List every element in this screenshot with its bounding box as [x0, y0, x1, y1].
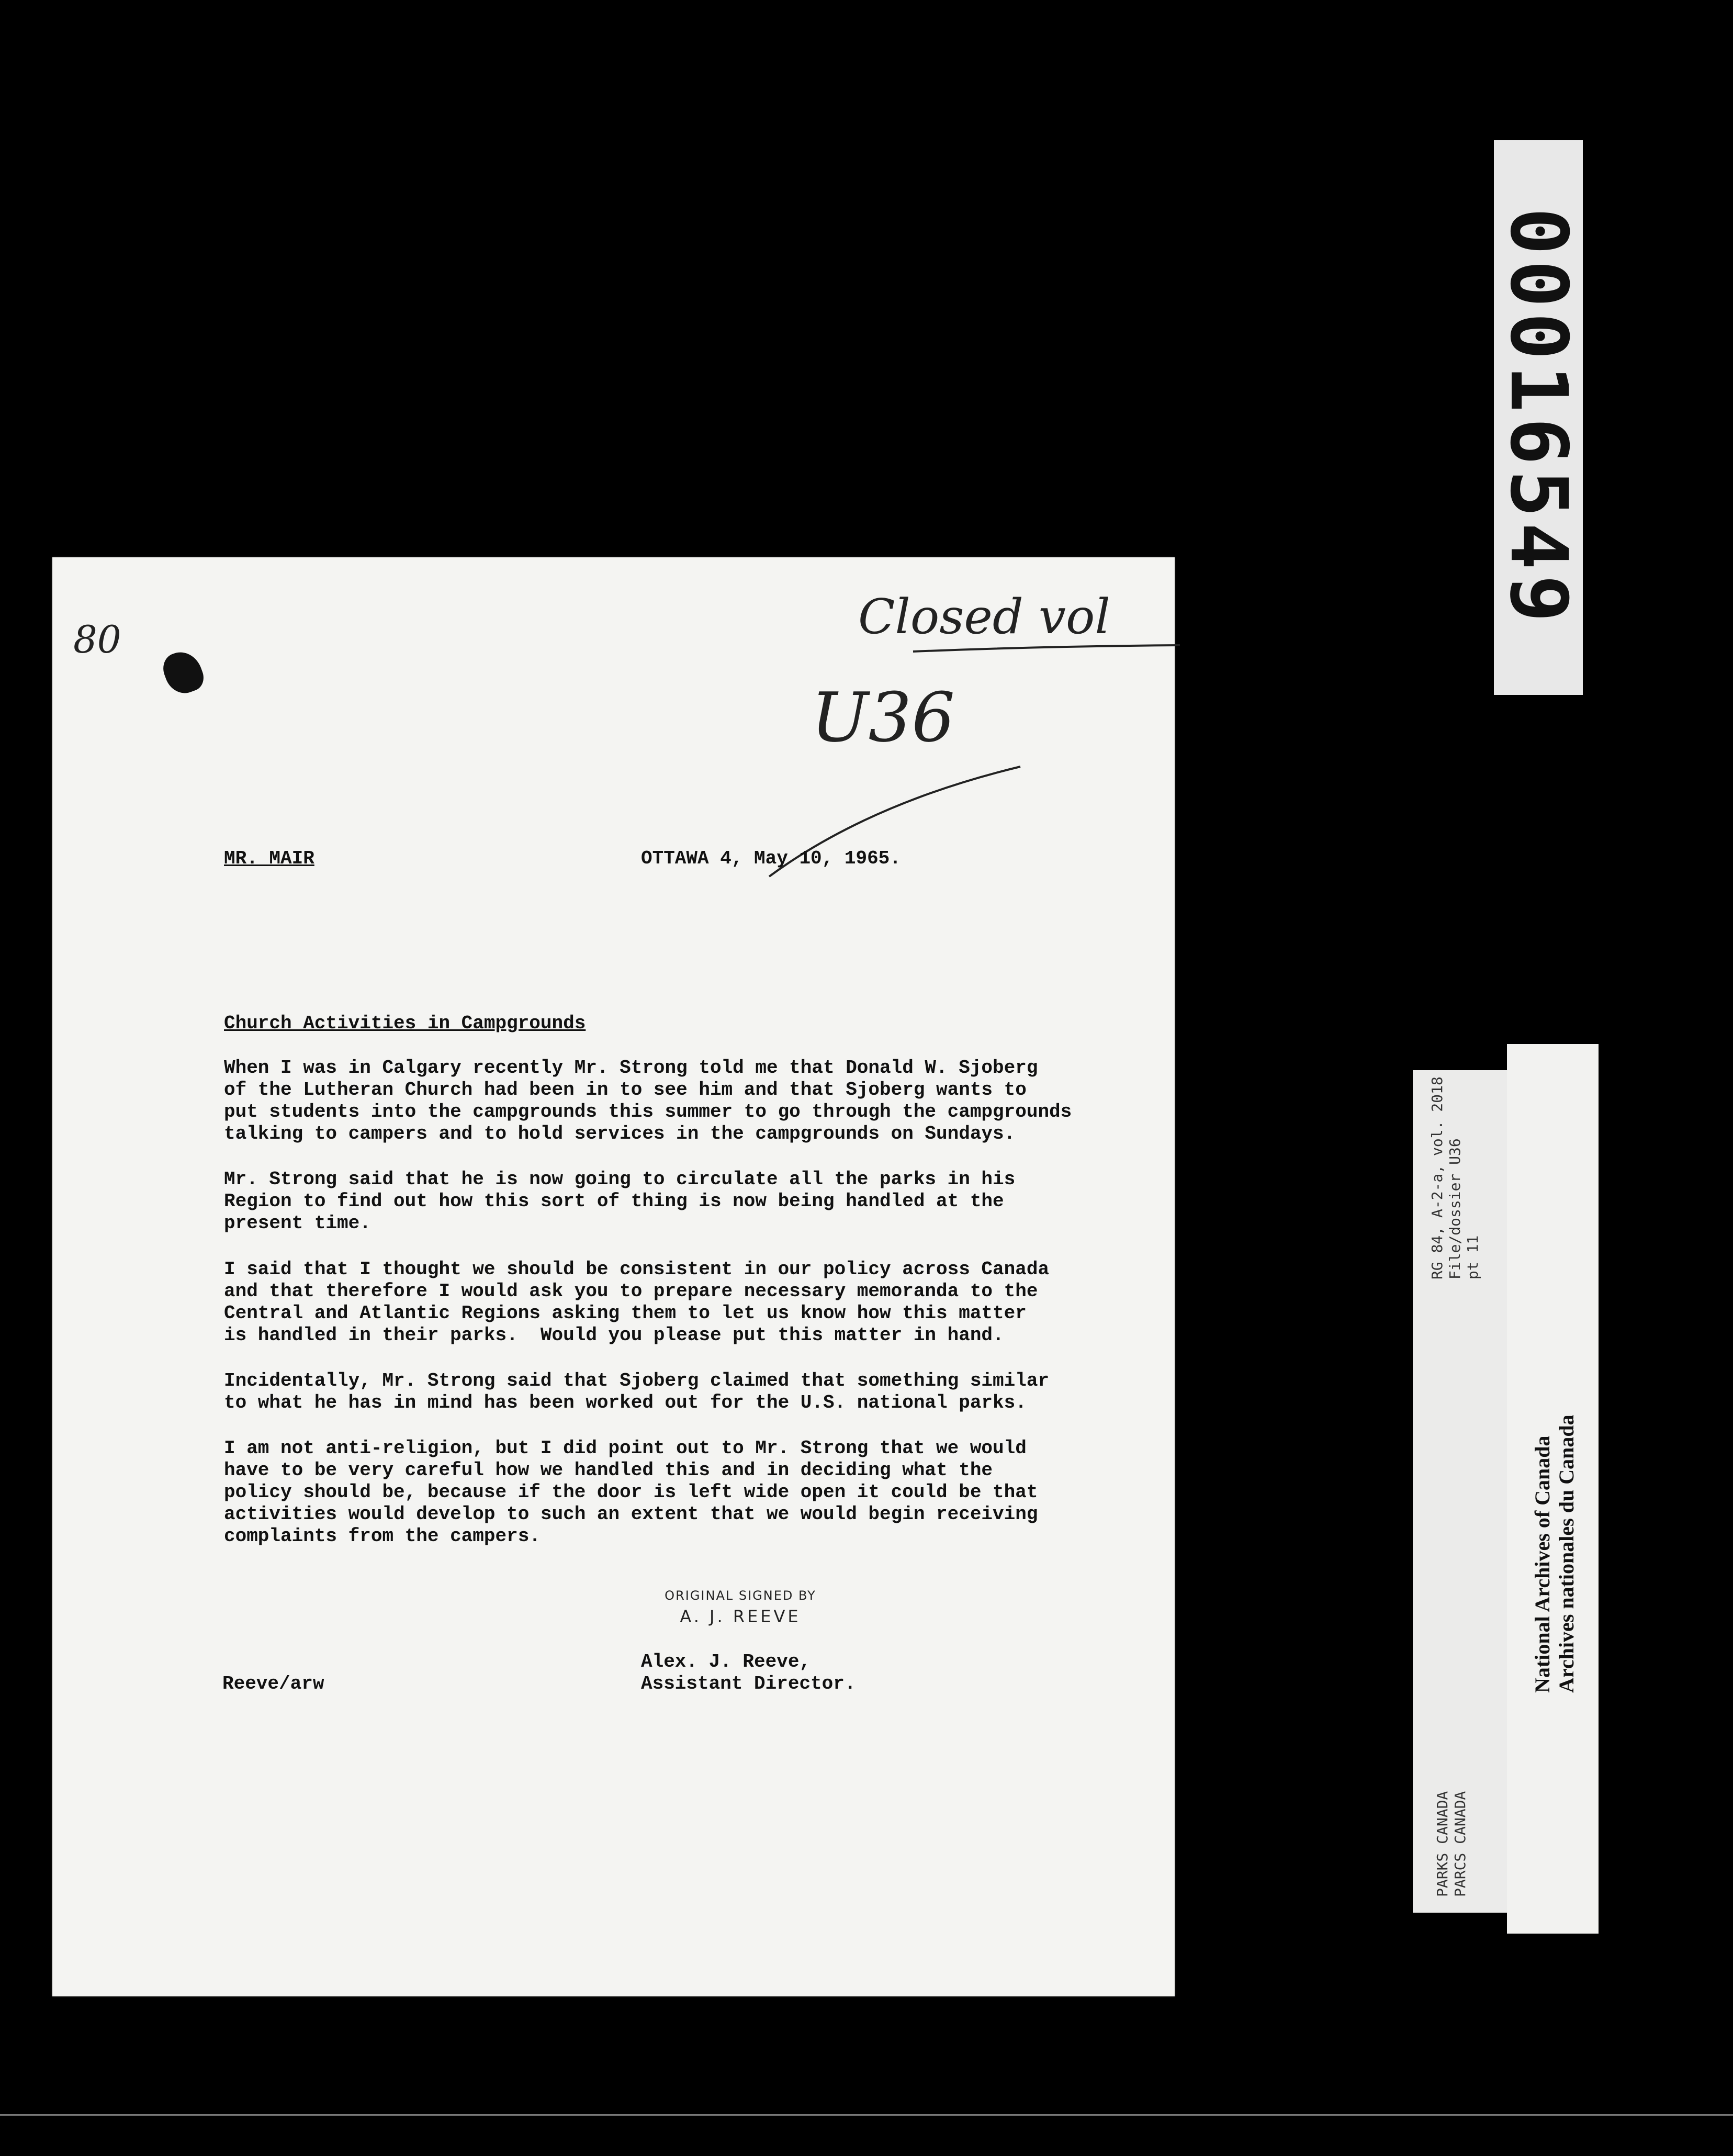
agency-name-text [1434, 1791, 1469, 1897]
signature-stamp-line1: ORIGINAL SIGNED BY [665, 1588, 816, 1603]
archive-reference-line1: RG 84, A-2-a, vol. 2018 [1428, 1076, 1446, 1279]
memo-recipient: MR. MAIR [224, 848, 314, 869]
frame-number-strip [1494, 140, 1583, 695]
film-edge-line [0, 2114, 1733, 2116]
signature-stamp-line2: A. J. REEVE [680, 1607, 801, 1626]
archive-reference-text [1428, 1076, 1482, 1279]
national-archives-label [1507, 1044, 1599, 1934]
agency-name-fr: PARCS CANADA [1451, 1791, 1469, 1897]
memo-paragraph-2: Mr. Strong said that he is now going to circulate all the parks in his Region to find out how this sort of thing is now being handled at the present time. [224, 1169, 1016, 1234]
memo-paragraph-3: I said that I thought we should be consistent in our policy across Canada and that therefore I would ask you to prepare necessary memoranda to the Central and Atlantic Regions asking them to let us know how this matter is handled in their parks. Would you please put this matter in hand. [224, 1259, 1050, 1346]
closed-vol-handwriting: Closed vol [858, 589, 1110, 645]
typist-initials: Reeve/arw [222, 1673, 324, 1694]
national-archives-en: National Archives of Canada [1531, 1435, 1554, 1693]
memo-paragraph-1: When I was in Calgary recently Mr. Strong told me that Donald W. Sjoberg of the Lutheran Church had been in to see him and that Sjoberg wants to put students into the campgrounds this summer to go through the campgrounds talking to campers and to hold services in the campgrounds on Sundays. [224, 1057, 1072, 1144]
memo-page [52, 557, 1175, 1996]
frame-number: 00016549 [1493, 207, 1584, 628]
archive-reference-line3: pt 11 [1464, 1235, 1481, 1279]
memo-subject: Church Activities in Campgrounds [224, 1013, 586, 1034]
signer-title: Assistant Director. [641, 1673, 856, 1694]
national-archives-text [1531, 1414, 1579, 1693]
corner-handwritten-mark: 80 [73, 617, 121, 661]
file-number-handwriting: U36 [811, 678, 955, 757]
signer-name: Alex. J. Reeve, [641, 1651, 811, 1672]
closed-vol-underline [910, 641, 1183, 657]
ink-blot [159, 646, 207, 698]
archive-reference-line2: File/dossier U36 [1446, 1138, 1464, 1279]
memo-paragraph-4: Incidentally, Mr. Strong said that Sjoberg claimed that something similar to what he has in mind has been worked out for the U.S. national parks. [224, 1370, 1050, 1413]
memo-place-date: OTTAWA 4, May 10, 1965. [641, 848, 901, 869]
agency-name-en: PARKS CANADA [1434, 1791, 1451, 1897]
national-archives-fr: Archives nationales du Canada [1555, 1414, 1578, 1693]
archive-reference-label [1413, 1070, 1523, 1913]
memo-paragraph-5: I am not anti-religion, but I did point out to Mr. Strong that we would have to be very careful how we handled this and in deciding what the policy should be, because if the door is left wide open it could be that activities would develop to such an extent that we would begin receiving complaints from the campers. [224, 1438, 1038, 1547]
